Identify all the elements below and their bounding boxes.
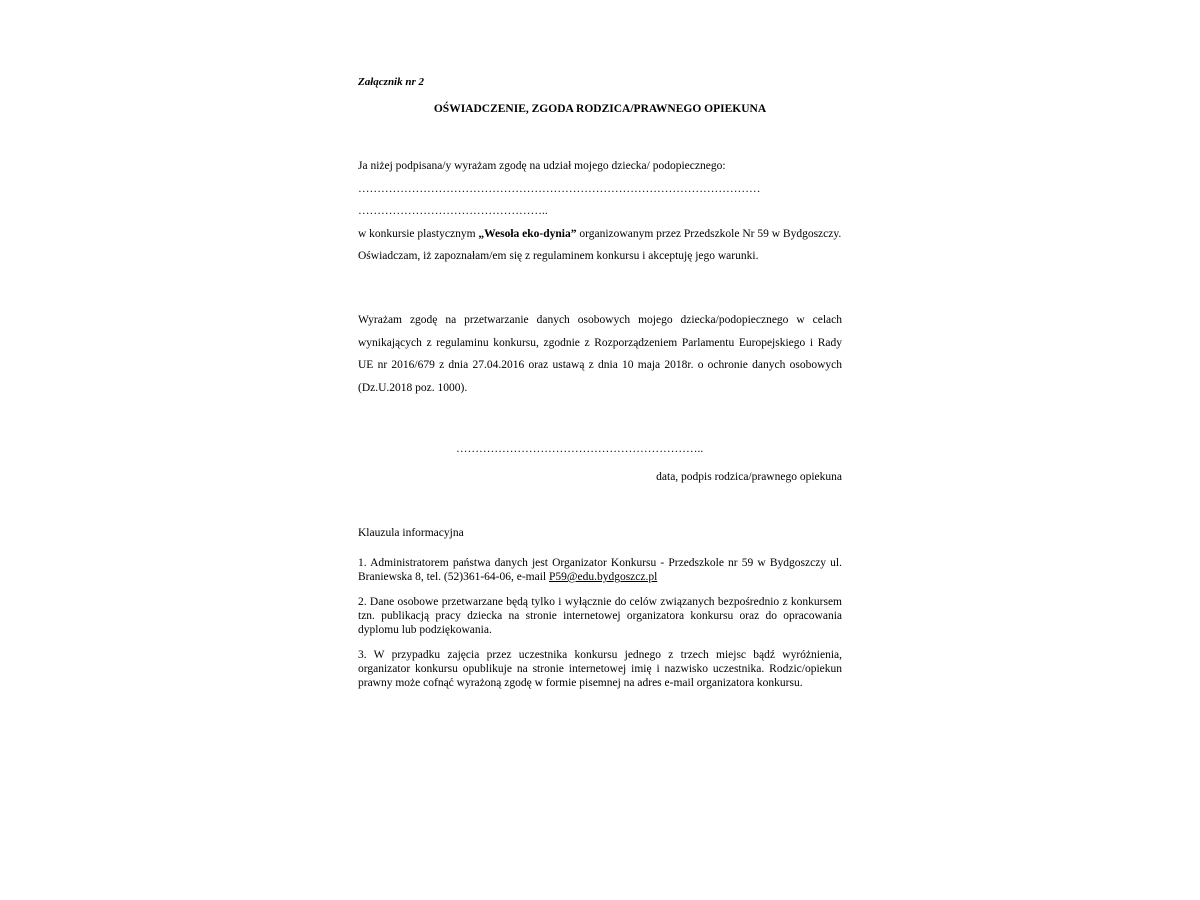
child-name-dots-line-2: …………………………………………..	[358, 205, 548, 217]
signature-caption: data, podpis rodzica/prawnego opiekuna	[656, 471, 842, 483]
signature-dots: ………………………………………………………..	[456, 443, 704, 455]
clause-list	[358, 556, 842, 701]
clause-item-2: 2. Dane osobowe przetwarzane będą tylko i wyłącznie do celów związanych bezpośrednio z konkursem tzn. publikacją pracy dziecka na stronie internetowej organizatora konkursu oraz do opracowania dyplomu lub podziękowania.	[358, 596, 842, 636]
child-name-dots-line-1: ……………………………………………………………………………………………	[358, 182, 761, 195]
organizer-email-link[interactable]: P59@edu.bydgoszcz.pl	[548, 571, 658, 583]
rules-statement: Oświadczam, iż zapoznałam/em się z regulaminem konkursu i akceptuję jego warunki.	[358, 250, 759, 262]
contest-statement	[358, 223, 842, 246]
consent-intro: Ja niżej podpisana/y wyrażam zgodę na udział mojego dziecka/ podopiecznego:	[358, 160, 726, 172]
clause-heading: Klauzula informacyjna	[358, 527, 464, 539]
gdpr-consent-paragraph: Wyrażam zgodę na przetwarzanie danych osobowych mojego dziecka/podopiecznego w celach wynikających z regulaminu konkursu, zgodnie z Rozporządzeniem Parlamentu Europejskiego i Rady UE nr 2016/679 z dnia 27.04.2016 oraz ustawą z dnia 10 maja 2018r. o ochronie danych osobowych (Dz.U.2018 poz. 1000).	[358, 314, 842, 394]
clause-item-1	[358, 556, 842, 584]
annex-label: Załącznik nr 2	[358, 76, 425, 88]
contest-prefix: w konkursie plastycznym	[358, 227, 479, 240]
document-title: OŚWIADCZENIE, ZGODA RODZICA/PRAWNEGO OPIEKUNA	[433, 103, 767, 115]
clause-item-3: 3. W przypadku zajęcia przez uczestnika konkursu jednego z trzech miejsc bądź wyróżnienia, organizator konkursu opublikuje na stronie internetowej imię i nazwisko uczestnika. Rodzic/opiekun prawny może cofnąć wyrażoną zgodę w formie pisemnej na adres e-mail organizatora konkursu.	[358, 649, 842, 689]
clause-item-1-text: 1. Administratorem państwa danych jest Organizator Konkursu - Przedszkole nr 59 w Bydgoszczy ul. Braniewska 8, tel. (52)361-64-06, e-mail	[358, 557, 842, 583]
contest-suffix: organizowanym przez Przedszkole Nr 59 w Bydgoszczy.	[576, 227, 842, 240]
contest-name: „Wesoła eko-dynia”	[478, 227, 577, 240]
consent-section	[358, 155, 842, 268]
